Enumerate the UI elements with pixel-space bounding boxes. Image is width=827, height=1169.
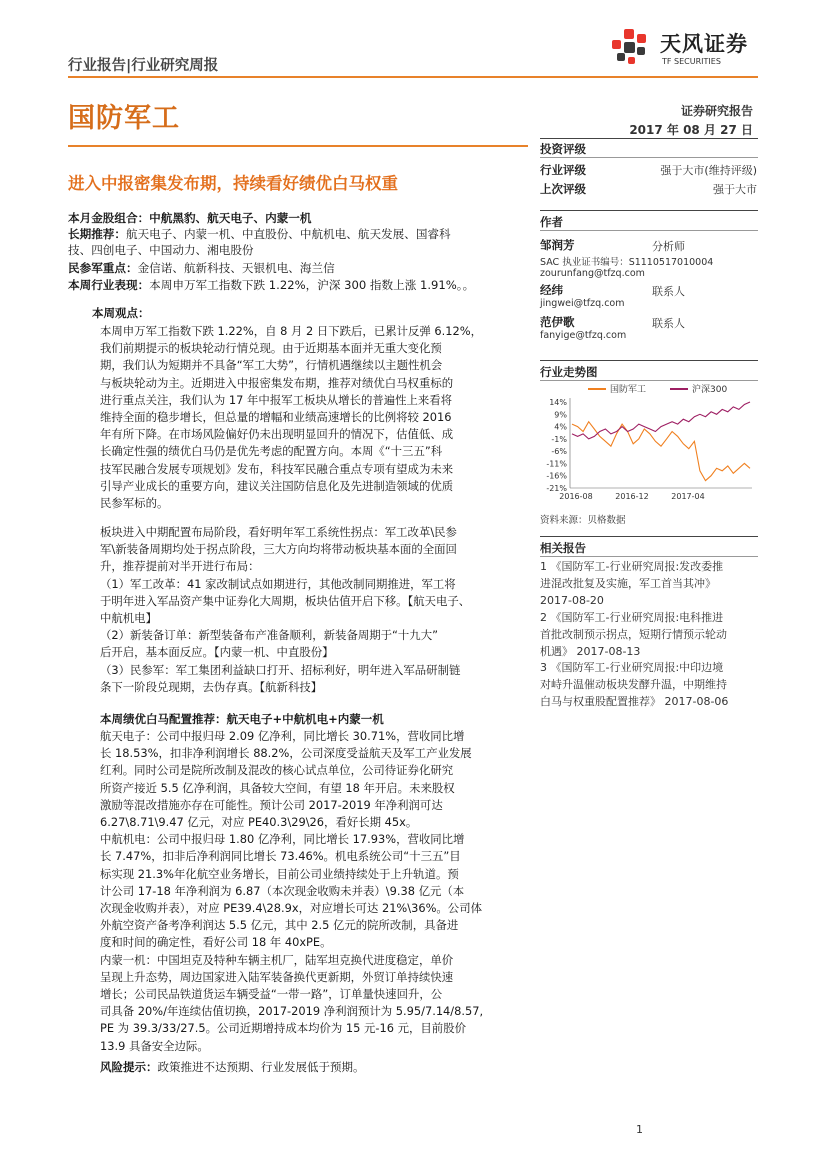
page-number: 1 xyxy=(636,1123,643,1136)
y-tick-label: -16% xyxy=(546,471,567,481)
view-paragraph xyxy=(100,323,528,512)
related-text: 对峙升温催动板块发酵升温，中期维持 xyxy=(540,678,727,691)
x-tick-label: 2016-12 xyxy=(615,492,649,501)
series-line-hs300 xyxy=(572,402,750,439)
y-tick-label: -11% xyxy=(546,459,567,469)
series-line-defense xyxy=(572,422,750,481)
header-rule xyxy=(68,76,758,78)
longterm-line2: 技、四创电子、中国动力、湘电股份 xyxy=(68,243,254,257)
sector_section-line: （1）军工改革：41 家改制试点如期进行，其他改制同期推进，军工将 xyxy=(100,576,456,591)
sector_section-line: 军\新装备周期均处于拐点阶段，三大方向均将带动板块基本面的全面回 xyxy=(100,542,457,557)
last-rating-label: 上次评级 xyxy=(540,182,586,196)
gold-value: 中航黑豹、航天电子、内蒙一机 xyxy=(149,211,312,225)
x-tick-label: 2017-04 xyxy=(671,492,705,501)
pick_section-line: 司具备 20%/年连续估值切换，2017-2019 净利润预计为 5.95/7.14/8.57, xyxy=(100,1004,484,1019)
perf-label: 本周行业表现： xyxy=(68,278,150,292)
weekly-performance xyxy=(68,277,512,293)
pick_section-line: 计公司 17-18 年净利润为 6.87（本次现金收购未并表）\9.38 亿元（本 xyxy=(100,883,465,898)
related-text: 1 《国防军工-行业研究周报:发改委推 xyxy=(540,560,724,573)
sidebar-rule xyxy=(540,157,758,158)
sidebar-rule-trend xyxy=(540,360,758,361)
sector_section-line: 于明年进入军品资产集中证券化大周期，板块估值开启下移。【航天电子、 xyxy=(100,593,471,608)
logo-mark-icon xyxy=(608,20,654,68)
pick-title: 本周绩优白马配置推荐：航天电子+中航机电+内蒙一机 xyxy=(100,712,384,726)
pick_section-line: 长 18.53%，扣非净利润增长 88.2%，公司深度受益航天及军工产业发展 xyxy=(100,746,472,761)
view-line: 引导产业成长的重要方向，建议关注国防信息化及先进制造领域的优质 xyxy=(100,478,454,493)
perf-value: 本周申万军工指数下跌 1.22%，沪深 300 指数上涨 1.91%。。 xyxy=(149,278,475,292)
view-line: 维持全面的稳步增长，但总量的增幅和业绩高速增长的比例将较 2016 xyxy=(100,410,452,425)
pick_section-line: 6.27\8.71\9.47 亿元，对应 PE40.3\29\26，看好长期 45x。 xyxy=(100,815,418,830)
sector_section-line: （3）民参军：军工集团利益缺口打开、招标利好，明年进入军品研制链 xyxy=(100,662,461,677)
sector_section-line: 条下一阶段兑现期，去伪存真。【航新科技】 xyxy=(100,679,323,694)
author-email[interactable]: jingwei@tfzq.com xyxy=(540,298,625,309)
pick_section-line: 次现金收购并表），对应 PE39.4\28.9x，对应增长可达 21%\36%。公司体 xyxy=(100,901,482,916)
chart-source: 资料来源：贝格数据 xyxy=(540,515,626,526)
gold-stocks xyxy=(68,210,512,226)
sector_section-line: 升，推荐提前对半开进行布局： xyxy=(100,559,260,574)
author-role: 联系人 xyxy=(652,317,685,330)
civil-label: 民参军重点： xyxy=(68,261,138,275)
pick_section-line: 内蒙一机：中国坦克及特种车辆主机厂，陆军坦克换代进度稳定，单价 xyxy=(100,952,454,967)
logo-name: 天风证券 xyxy=(660,32,748,56)
view-line: 我们前期提示的板块轮动行情兑现。由于近期基本面并无重大变化预 xyxy=(100,341,442,356)
author-name: 邹润芳 xyxy=(540,238,575,252)
related-text: 白马与权重股配置推荐》 2017-08-06 xyxy=(540,695,729,708)
view-line: 与板块轮动为主。近期进入中报密集发布期，推荐对绩优白马权重标的 xyxy=(100,375,454,390)
risk-value: 政策推进不达预期、行业发展低于预期。 xyxy=(157,1060,365,1074)
pick_section-line: 度和时间的确定性，看好公司 18 年 40xPE。 xyxy=(100,935,332,950)
rating-title: 投资评级 xyxy=(540,142,586,156)
view-line: 本周申万军工指数下跌 1.22%，自 8 月 2 日下跌后，已累计反弹 6.12%， xyxy=(100,324,482,338)
sector-title: 国防军工 xyxy=(68,103,180,134)
view-line: 民参军标的。 xyxy=(100,496,169,511)
sidebar-rule xyxy=(540,230,758,231)
longterm-line1 xyxy=(68,226,512,242)
sector_section-line: 后开启，基本面反应。【内蒙一机、中直股份】 xyxy=(100,645,334,660)
report-label: 证券研究报告 xyxy=(680,104,753,118)
headline: 进入中报密集发布期，持续看好绩优白马权重 xyxy=(68,174,398,193)
longterm-value1: 航天电子、内蒙一机、中直股份、中航机电、航天发展、国睿科 xyxy=(125,227,451,241)
sector_section-line: （2）新装备订单：新型装备布产准备顺利，新装备周期于“十九大” xyxy=(100,628,438,643)
view-line: 技军民融合发展专项规划》发布，科技军民融合重点专项有望成为未来 xyxy=(100,461,454,476)
author-email[interactable]: zourunfang@tfzq.com xyxy=(540,268,645,279)
legend-label: 国防军工 xyxy=(610,385,647,395)
related-report-2[interactable] xyxy=(540,609,758,660)
author-name: 范伊歌 xyxy=(540,315,575,329)
trend-chart xyxy=(540,380,758,510)
pick_section-line: 增长；公司民品铁道货运车辆受益“一带一路”，订单量快速回升，公 xyxy=(100,987,443,1002)
related-report-1[interactable] xyxy=(540,558,758,609)
related-text: 首批改制预示拐点，短期行情预示轮动 xyxy=(540,628,727,641)
pick_section-line: 所资产接近 5.5 亿净利润，具备较大空间，有望 18 年开启。未来股权 xyxy=(100,780,455,795)
pick_section-line: 中航机电：公司中报归母 1.80 亿净利，同比增长 17.93%，营收同比增 xyxy=(100,832,465,847)
risk-label: 风险提示： xyxy=(100,1060,158,1074)
trend-title: 行业走势图 xyxy=(540,365,598,379)
author-name: 经纬 xyxy=(540,283,563,297)
industry-rating-label: 行业评级 xyxy=(540,163,586,177)
longterm-label: 长期推荐： xyxy=(68,227,126,241)
logo-english: TF SECURITIES xyxy=(662,57,721,66)
related-title: 相关报告 xyxy=(540,541,586,555)
company-logo xyxy=(608,20,768,72)
last-rating-value: 强于大市 xyxy=(713,183,757,196)
author-title: 作者 xyxy=(540,215,563,229)
related-text: 3 《国防军工-行业研究周报:中印边境 xyxy=(540,661,724,674)
gold-label: 本月金股组合： xyxy=(68,211,150,225)
y-tick-label: 9% xyxy=(554,410,567,420)
author-email[interactable]: fanyige@tfzq.com xyxy=(540,330,627,341)
view-title: 本周观点： xyxy=(92,306,150,320)
related-text: 2 《国防军工-行业研究周报:电科推进 xyxy=(540,611,724,624)
related-text: 机遇》 2017-08-13 xyxy=(540,645,641,658)
report-type: 行业报告|行业研究周报 xyxy=(68,58,219,74)
civil-focus xyxy=(68,260,512,276)
y-tick-label: 4% xyxy=(554,422,567,432)
pick_section-line: 标实现 21.3%年化航空业务增长，目前公司业绩持续处于上升轨道。预 xyxy=(100,866,459,881)
pick_section-line: 呈现上升态势，周边国家进入陆军装备换代更新期，外贸订单持续快速 xyxy=(100,969,454,984)
legend-label: 沪深300 xyxy=(692,385,728,395)
y-tick-label: -6% xyxy=(551,447,567,457)
pick_section-line: 激励等混改措施亦存在可能性。预计公司 2017-2019 年净利润可达 xyxy=(100,797,443,812)
pick_section-line: 外航空资产备考净利润达 5.5 亿元，其中 2.5 亿元的院所改制，具备进 xyxy=(100,918,459,933)
pick-section xyxy=(100,728,528,1055)
related-date: 2017-08-20 xyxy=(540,594,604,607)
related-report-3[interactable] xyxy=(540,659,758,710)
civil-value: 金信诺、航新科技、天银机电、海兰信 xyxy=(137,261,335,275)
sector-section xyxy=(100,524,528,696)
y-tick-label: -21% xyxy=(546,484,567,493)
view-line: 长确定性强的绩优白马仍是优先考虑的配置方向。本周《“十三五”科 xyxy=(100,444,443,459)
author-role: 分析师 xyxy=(652,240,685,253)
sidebar-rule xyxy=(540,556,758,557)
risk-note xyxy=(100,1059,365,1075)
pick_section-line: 航天电子：公司中报归母 2.09 亿净利，同比增长 30.71%，营收同比增 xyxy=(100,729,465,743)
view-line: 进行重点关注，我们认为 17 年中报军工板块从增长的普遍性上来看将 xyxy=(100,392,453,407)
x-tick-label: 2016-08 xyxy=(559,492,593,501)
report-date: 2017 年 08 月 27 日 xyxy=(629,123,753,137)
view-line: 年有所下降。在市场风险偏好仍未出现明显回升的情况下，估值低、成 xyxy=(100,427,454,442)
pick_section-line: PE 为 39.3/33/27.5。公司近期增持成本均价为 15 元-16 元，目前股价 xyxy=(100,1021,466,1036)
industry-rating-value: 强于大市(维持评级) xyxy=(660,164,757,177)
author-cert: SAC 执业证书编号：S1110517010004 xyxy=(540,257,714,268)
sector_section-line: 板块进入中期配置布局阶段，看好明年军工系统性拐点：军工改革\民参 xyxy=(100,525,457,539)
sidebar-rule-related xyxy=(540,536,758,537)
y-tick-label: 14% xyxy=(549,398,567,407)
pick_section-line: 13.9 具备安全边际。 xyxy=(100,1038,209,1053)
pick_section-line: 长 7.47%，扣非后净利润同比增长 73.46%。机电系统公司“十三五”目 xyxy=(100,849,461,864)
author-role: 联系人 xyxy=(652,285,685,298)
sidebar-rule-top xyxy=(540,138,758,139)
y-tick-label: -1% xyxy=(551,434,567,444)
headline-rule xyxy=(68,145,528,147)
sidebar-rule-author xyxy=(540,210,758,211)
pick_section-line: 红利。同时公司是院所改制及混改的核心试点单位，公司待证券化研究 xyxy=(100,763,454,778)
related-text: 进混改批复及实施，军工首当其冲》 xyxy=(540,577,716,590)
view-line: 期，我们认为短期并不具备“军工大势”，行情机遇继续以主题性机会 xyxy=(100,358,443,373)
sector_section-line: 中航机电】 xyxy=(100,611,157,626)
